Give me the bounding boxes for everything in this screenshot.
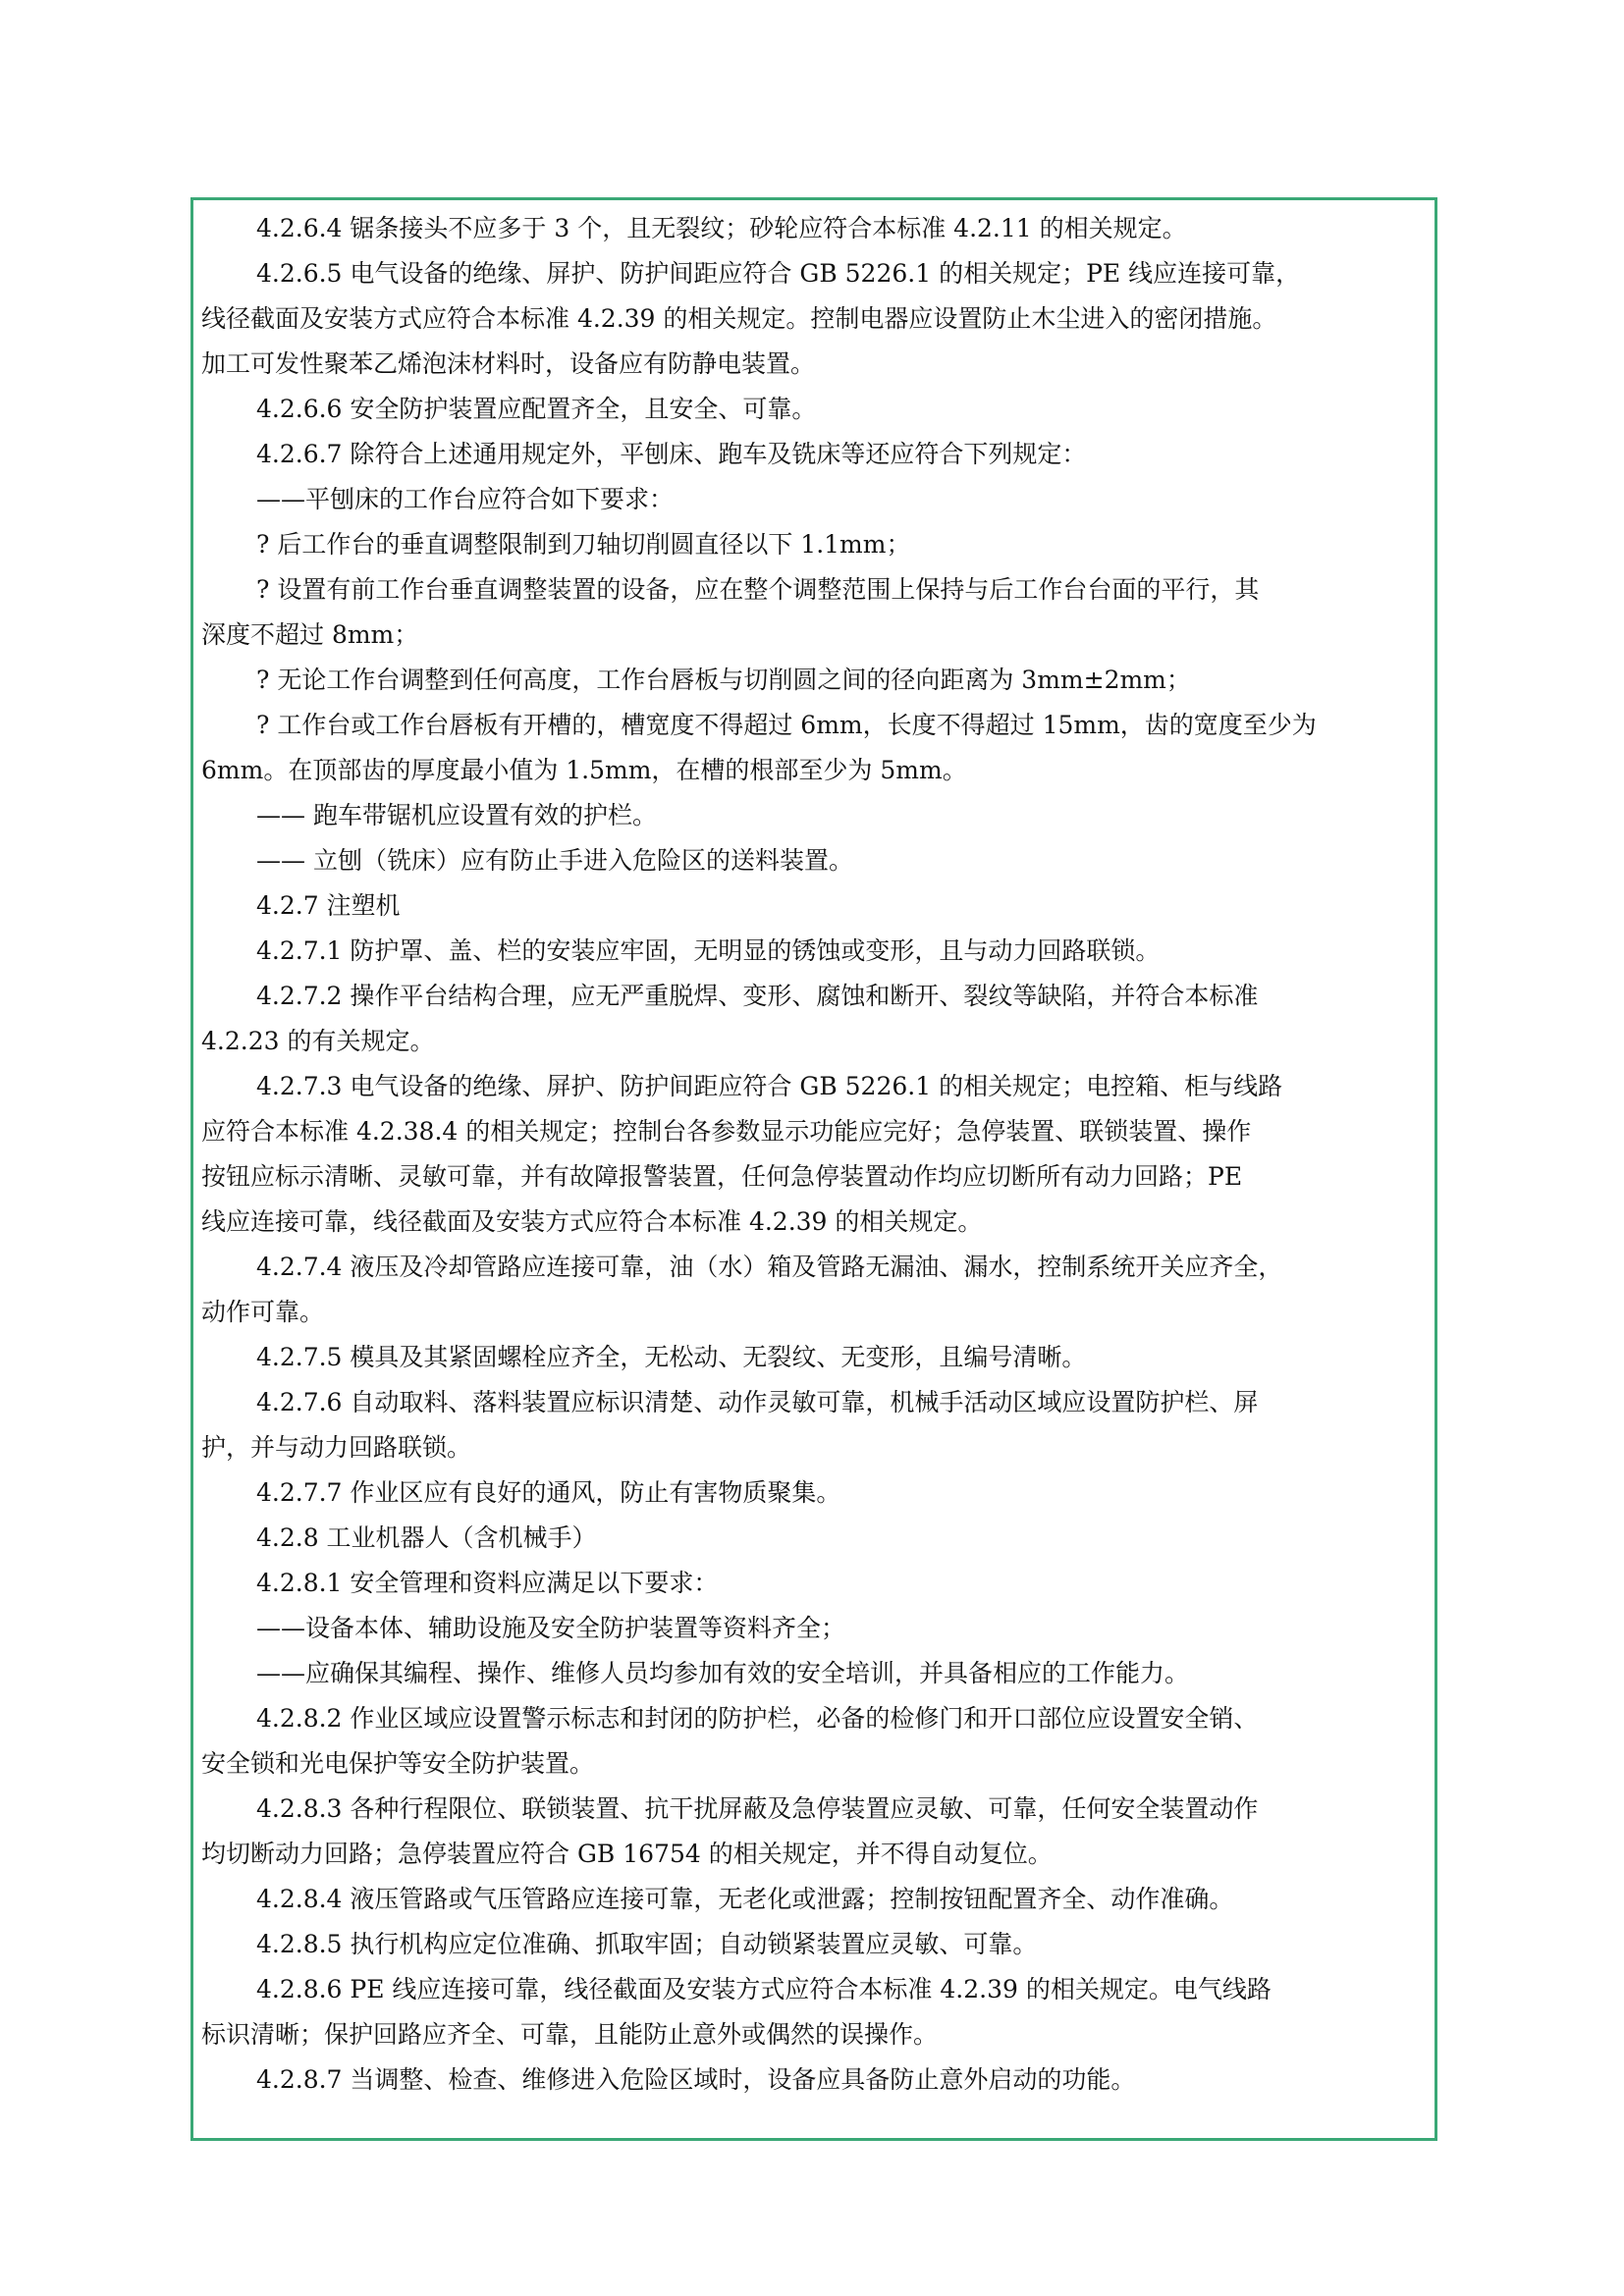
text-line: 4.2.23 的有关规定。	[201, 1027, 435, 1055]
text-line: 4.2.6.6 安全防护装置应配置齐全，且安全、可靠。	[256, 395, 817, 423]
text-line: 4.2.7.1 防护罩、盖、栏的安装应牢固，无明显的锈蚀或变形，且与动力回路联锁。	[256, 936, 1161, 965]
text-line: 4.2.6.4 锯条接头不应多于 3 个，且无裂纹；砂轮应符合本标准 4.2.11 的相关规定。	[256, 214, 1187, 242]
text-line: 4.2.7.5 模具及其紧固螺栓应齐全，无松动、无裂纹、无变形，且编号清晰。	[256, 1343, 1087, 1371]
text-line: 4.2.7 注塑机	[256, 891, 401, 920]
text-line: 4.2.8.4 液压管路或气压管路应连接可靠，无老化或泄露；控制按钮配置齐全、动作准确。	[256, 1885, 1234, 1913]
text-line: —— 立刨（铣床）应有防止手进入危险区的送料装置。	[256, 846, 853, 875]
text-line: ? 设置有前工作台垂直调整装置的设备，应在整个调整范围上保持与后工作台台面的平行，其	[256, 575, 1260, 604]
text-line: —— 跑车带锯机应设置有效的护栏。	[256, 801, 657, 829]
text-line: 加工可发性聚苯乙烯泡沫材料时，设备应有防静电装置。	[201, 349, 816, 378]
text-line: 6mm。在顶部齿的厚度最小值为 1.5mm，在槽的根部至少为 5mm。	[201, 756, 967, 784]
text-line: 4.2.7.6 自动取料、落料装置应标识清楚、动作灵敏可靠，机械手活动区域应设置防护栏、屏	[256, 1388, 1259, 1416]
text-line: 线径截面及安装方式应符合本标准 4.2.39 的相关规定。控制电器应设置防止木尘进入的密闭措施。	[201, 304, 1277, 333]
text-line: 按钮应标示清晰、灵敏可靠，并有故障报警装置，任何急停装置动作均应切断所有动力回路；PE	[201, 1162, 1243, 1191]
text-line: 4.2.8.6 PE 线应连接可靠，线径截面及安装方式应符合本标准 4.2.39 的相关规定。电气线路	[256, 1975, 1272, 2003]
text-line: 4.2.6.5 电气设备的绝缘、屏护、防护间距应符合 GB 5226.1 的相关规定；PE 线应连接可靠，	[256, 259, 1301, 288]
text-line: 4.2.8.5 执行机构应定位准确、抓取牢固；自动锁紧装置应灵敏、可靠。	[256, 1930, 1038, 1958]
text-line: ——平刨床的工作台应符合如下要求：	[256, 485, 675, 513]
text-line: 4.2.8.1 安全管理和资料应满足以下要求：	[256, 1569, 719, 1597]
text-line: 均切断动力回路；急停装置应符合 GB 16754 的相关规定，并不得自动复位。	[201, 1840, 1053, 1868]
text-line: ——应确保其编程、操作、维修人员均参加有效的安全培训，并具备相应的工作能力。	[256, 1659, 1190, 1687]
text-line: 动作可靠。	[201, 1298, 325, 1326]
text-line: 4.2.7.4 液压及冷却管路应连接可靠，油（水）箱及管路无漏油、漏水，控制系统开关应齐全，	[256, 1253, 1283, 1281]
text-line: 应符合本标准 4.2.38.4 的相关规定；控制台各参数显示功能应完好；急停装置、联锁装置、操作	[201, 1117, 1252, 1146]
text-line: 安全锁和光电保护等安全防护装置。	[201, 1749, 595, 1778]
text-line: ? 无论工作台调整到任何高度，工作台唇板与切削圆之间的径向距离为 3mm±2mm；	[256, 666, 1191, 694]
text-line: 4.2.8.2 作业区域应设置警示标志和封闭的防护栏，必备的检修门和开口部位应设置安全销、	[256, 1704, 1259, 1733]
text-line: ? 后工作台的垂直调整限制到刀轴切削圆直径以下 1.1mm；	[256, 530, 911, 559]
text-line: 线应连接可靠，线径截面及安装方式应符合本标准 4.2.39 的相关规定。	[201, 1207, 983, 1236]
text-line: 深度不超过 8mm；	[201, 620, 419, 649]
text-line: 4.2.8.7 当调整、检查、维修进入危险区域时，设备应具备防止意外启动的功能。	[256, 2065, 1136, 2094]
text-line: 护，并与动力回路联锁。	[201, 1433, 472, 1462]
text-line: 4.2.7.2 操作平台结构合理，应无严重脱焊、变形、腐蚀和断开、裂纹等缺陷，并符合本标准	[256, 982, 1259, 1010]
text-line: 标识清晰；保护回路应齐全、可靠，且能防止意外或偶然的误操作。	[201, 2020, 939, 2049]
text-line: 4.2.6.7 除符合上述通用规定外，平刨床、跑车及铣床等还应符合下列规定：	[256, 440, 1087, 468]
text-line: ? 工作台或工作台唇板有开槽的，槽宽度不得超过 6mm，长度不得超过 15mm，齿的宽度至少为	[256, 711, 1317, 739]
text-line: 4.2.7.7 作业区应有良好的通风，防止有害物质聚集。	[256, 1478, 841, 1507]
text-line: ——设备本体、辅助设施及安全防护装置等资料齐全；	[256, 1614, 846, 1642]
text-line: 4.2.8.3 各种行程限位、联锁装置、抗干扰屏蔽及急停装置应灵敏、可靠，任何安全装置动作	[256, 1794, 1259, 1823]
text-line: 4.2.8 工业机器人（含机械手）	[256, 1523, 597, 1552]
document-body	[201, 206, 1429, 2103]
text-line: 4.2.7.3 电气设备的绝缘、屏护、防护间距应符合 GB 5226.1 的相关规定；电控箱、柜与线路	[256, 1072, 1283, 1100]
